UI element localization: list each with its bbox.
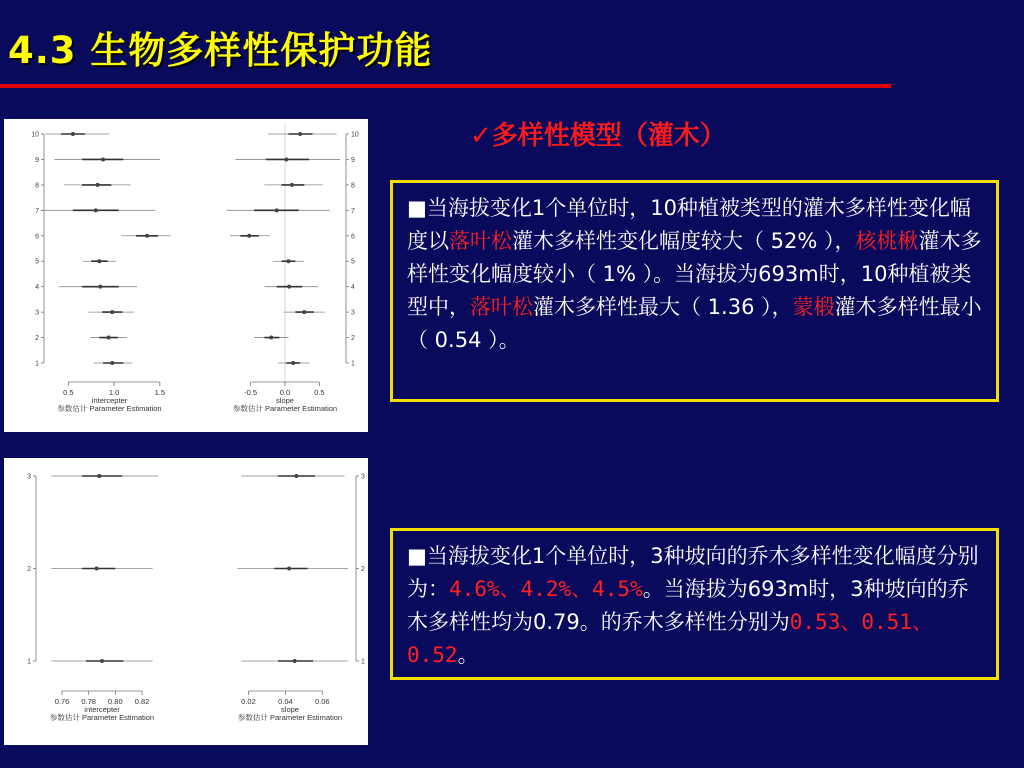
estimate-point	[98, 285, 102, 289]
estimate-point	[287, 567, 291, 571]
forest-plot-panel-vegetation	[4, 119, 368, 432]
category-tick-label: 2	[351, 335, 355, 343]
x-tick-label: 0.5	[314, 388, 325, 397]
box2-highlight-1: 4.6%、4.2%、4.5%	[449, 577, 643, 601]
estimate-point	[95, 567, 99, 571]
estimate-point	[94, 208, 98, 212]
x-tick-label: 0.0	[279, 388, 291, 397]
category-tick-label: 1	[361, 658, 365, 666]
category-tick-label: 10	[31, 131, 39, 139]
forest-plot-aspect-chart	[4, 458, 368, 745]
estimate-point	[101, 157, 105, 161]
estimate-point	[275, 208, 279, 212]
category-tick-label: 3	[361, 473, 365, 481]
box1-text-5: 灌木多样性最小（ 0.54 ）。	[407, 295, 982, 352]
x-axis-caption: 参数估计 Parameter Estimation	[49, 713, 155, 722]
x-axis-label: intercepter	[84, 705, 120, 714]
box1-text-3: 灌木多样性变化幅度较小（ 1% ）。当海拔为693m时，10种植被类型中，	[407, 229, 982, 319]
category-tick-label: 1	[27, 658, 31, 666]
subheading-text: 多样性模型（灌木）	[491, 121, 726, 151]
forest-plot-panel-aspect	[4, 458, 368, 745]
estimate-point	[293, 659, 297, 663]
title-divider	[0, 84, 891, 88]
category-tick-label: 2	[27, 566, 31, 573]
x-tick-label: -0.5	[244, 388, 258, 397]
estimate-point	[269, 336, 273, 340]
box1-text-4: 灌木多样性最大（ 1.36 ），	[533, 295, 793, 319]
box2-text-3: 。	[457, 643, 479, 667]
estimate-point	[145, 234, 149, 238]
estimate-point	[96, 183, 100, 187]
box2-text-2: 。当海拔为693m时，3种坡向的乔木多样性均为0.79。的乔木多样性分别为	[407, 577, 969, 634]
category-tick-label: 6	[35, 233, 39, 241]
bullet-square-icon: ■	[407, 196, 427, 220]
x-axis-caption: 参数估计 Parameter Estimation	[57, 404, 162, 413]
x-tick-label: 0.82	[134, 697, 150, 706]
section-subheading	[470, 115, 726, 152]
box1-highlight-2: 核桃楸	[855, 229, 919, 253]
estimate-point	[286, 259, 290, 263]
x-tick-label: 0.06	[315, 697, 330, 706]
box1-highlight-3: 落叶松	[470, 295, 533, 319]
estimate-point	[97, 474, 101, 478]
category-tick-label: 3	[351, 309, 355, 317]
x-tick-label: 0.80	[108, 697, 123, 706]
tree-diversity-summary-box	[390, 528, 999, 680]
x-axis-caption: 参数估计 Parameter Estimation	[237, 713, 343, 722]
box1-text-1: 当海拔变化1个单位时，10种植被类型的灌木多样性变化幅度以	[407, 196, 971, 253]
estimate-point	[110, 361, 114, 365]
estimate-point	[294, 474, 298, 478]
estimate-point	[107, 336, 111, 340]
category-tick-label: 5	[351, 258, 355, 266]
x-axis-label: slope	[276, 396, 294, 405]
category-tick-label: 6	[351, 233, 355, 241]
category-tick-label: 7	[35, 207, 39, 215]
category-tick-label: 9	[351, 156, 355, 164]
estimate-point	[100, 659, 104, 663]
x-axis-label: slope	[281, 705, 299, 714]
x-tick-label: 0.04	[278, 697, 293, 706]
category-tick-label: 4	[35, 284, 39, 292]
category-tick-label: 3	[35, 309, 39, 317]
x-tick-label: 0.76	[54, 697, 70, 706]
box1-highlight-1: 落叶松	[449, 229, 512, 253]
x-tick-label: 0.5	[63, 388, 74, 397]
estimate-point	[284, 157, 288, 161]
category-tick-label: 5	[35, 258, 39, 266]
x-tick-label: 1.0	[108, 388, 120, 397]
estimate-point	[287, 285, 291, 289]
category-tick-label: 1	[35, 360, 39, 368]
box1-highlight-4: 蒙椴	[792, 295, 835, 319]
category-tick-label: 2	[361, 566, 365, 573]
x-axis-caption: 参数估计 Parameter Estimation	[232, 404, 338, 413]
bullet-square-icon: ■	[407, 544, 427, 568]
estimate-point	[298, 132, 302, 136]
forest-plot-vegetation-chart	[4, 119, 368, 432]
category-tick-label: 3	[27, 473, 31, 481]
box2-highlight-2: 0.53、0.51、0.52	[407, 610, 933, 667]
category-tick-label: 2	[35, 335, 39, 343]
category-tick-label: 8	[35, 182, 39, 190]
x-axis-label: intercepter	[91, 396, 128, 405]
box2-text-1: 当海拔变化1个单位时，3种坡向的乔木多样性变化幅度分别为：	[407, 544, 979, 601]
category-tick-label: 7	[351, 207, 355, 215]
x-tick-label: 1.5	[154, 388, 166, 397]
estimate-point	[291, 361, 295, 365]
box1-text-2: 灌木多样性变化幅度较大（ 52% ），	[512, 229, 856, 253]
estimate-point	[97, 259, 101, 263]
category-tick-label: 9	[35, 156, 39, 164]
x-tick-label: 0.02	[241, 697, 256, 706]
category-tick-label: 8	[351, 182, 355, 190]
estimate-point	[247, 234, 251, 238]
shrub-diversity-summary-box	[390, 180, 999, 402]
category-tick-label: 1	[351, 360, 355, 368]
x-tick-label: 0.78	[81, 697, 96, 706]
category-tick-label: 10	[351, 131, 359, 139]
estimate-point	[302, 310, 306, 314]
estimate-point	[110, 310, 114, 314]
estimate-point	[290, 183, 294, 187]
category-tick-label: 4	[351, 284, 355, 292]
checkmark-icon: ✓	[470, 121, 492, 151]
estimate-point	[71, 132, 75, 136]
page-title: 4.3 生物多样性保护功能	[8, 29, 433, 72]
